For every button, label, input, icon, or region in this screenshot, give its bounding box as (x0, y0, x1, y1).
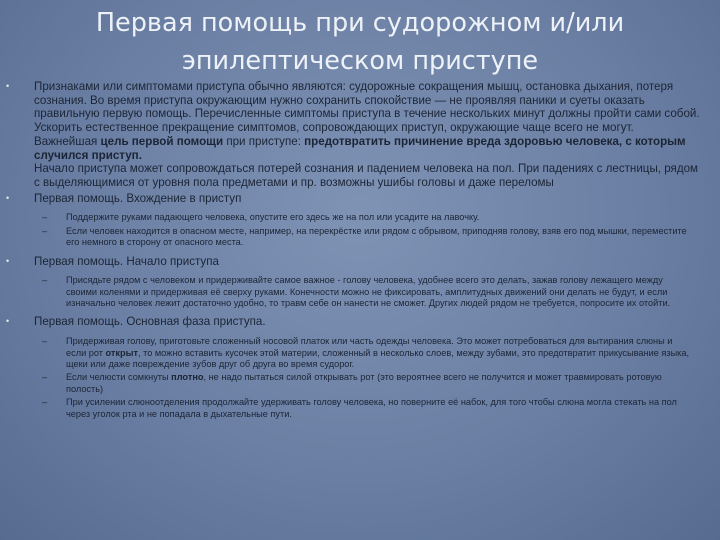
bullet-marker: • (6, 192, 10, 203)
sub-item: – Придерживая голову, приготовьте сложенный носовой платок или часть одежды человека. Это может потребоваться для вытирания слюны и если рот открыт, то можно вставить кусочек этой материи, сложенный в несколько слоев, между зубами, это предотвратит прикусывание языка, щеки или даже повреждение зубов друг об друга во время судорог. (42, 336, 690, 369)
goal-statement: предотвратить причинение вреда здоровью человека, с которым случился приступ. (34, 134, 686, 162)
slide-content (0, 80, 720, 420)
sub-item: – Присядьте рядом с человеком и придерживайте самое важное - голову человека, удобнее всего это делать, зажав голову лежащего между своими коленями и придерживая её сверху руками. Конечности можно не фиксировать, амплитудных движений они делать не будут, и если изначально человек лежит достаточно удобно, то травм себе он нанести не сможет. Других людей рядом не требуется, попросите их отойти. (42, 275, 671, 309)
bullet-marker: • (6, 316, 10, 327)
main-phase-heading: Первая помощь. Основная фаза приступа. (34, 315, 266, 329)
sub-item: – Если челюсти сомкнуты плотно, не надо пытаться силой открывать рот (это вероятнее всего не получится и может травмировать ротовую полость) (42, 372, 662, 394)
signs-paragraph: Признаками или симптомами приступа обычно являются: судорожные сокращения мышц, остановка дыхания, потеря сознания. Во время приступа окружающим нужно сохранить спокойствие — не проявляя паники и суеты оказать правильную первую помощь. Перечисленные симптомы приступа в течение нескольких минут должны пройти сами собой. Ускорить естественное прекращение симптомов, сопровождающих приступ, окружающие чаще всего не могут. (34, 80, 700, 135)
entry-heading: Первая помощь. Вхождение в приступ (34, 191, 242, 205)
bullet-signs (0, 80, 720, 190)
bullet-entry (0, 192, 720, 206)
onset-paragraph: Начало приступа может сопровождаться потерей сознания и падением человека на пол. При падениях с лестницы, рядом с выделяющимися от уровня пола предметами и пр. возможны ушибы головы и даже переломы (34, 162, 699, 189)
bullet-start (0, 255, 720, 269)
goal-emphasis: цель первой помощи (100, 134, 224, 148)
bullet-marker: • (6, 255, 10, 266)
bullet-marker: • (6, 81, 10, 91)
goal-paragraph: Важнейшая цель первой помощи при приступе: предотвратить причинение вреда здоровью человека, с которым случился приступ. (34, 134, 686, 162)
sub-item: – Поддержите руками падающего человека, опустите его здесь же на пол или усадите на лавочку. (42, 212, 480, 223)
bullet-main-phase (0, 315, 720, 329)
slide-title: Первая помощь при судорожном и/или эпилептическом приступе (95, 8, 625, 76)
sub-item: – Если человек находится в опасном месте, например, на перекрёстке или рядом с обрывом, приподняв голову, взяв его под мышки, переместите его немного в сторону от опасного места. (42, 225, 687, 248)
start-heading: Первая помощь. Начало приступа (34, 254, 219, 268)
sub-item: – При усилении слюноотделения продолжайте удерживать голову человека, но поверните её набок, для того чтобы слюна могла стекать на пол через уголок рта и не попадала в дыхательные пути. (42, 397, 677, 419)
